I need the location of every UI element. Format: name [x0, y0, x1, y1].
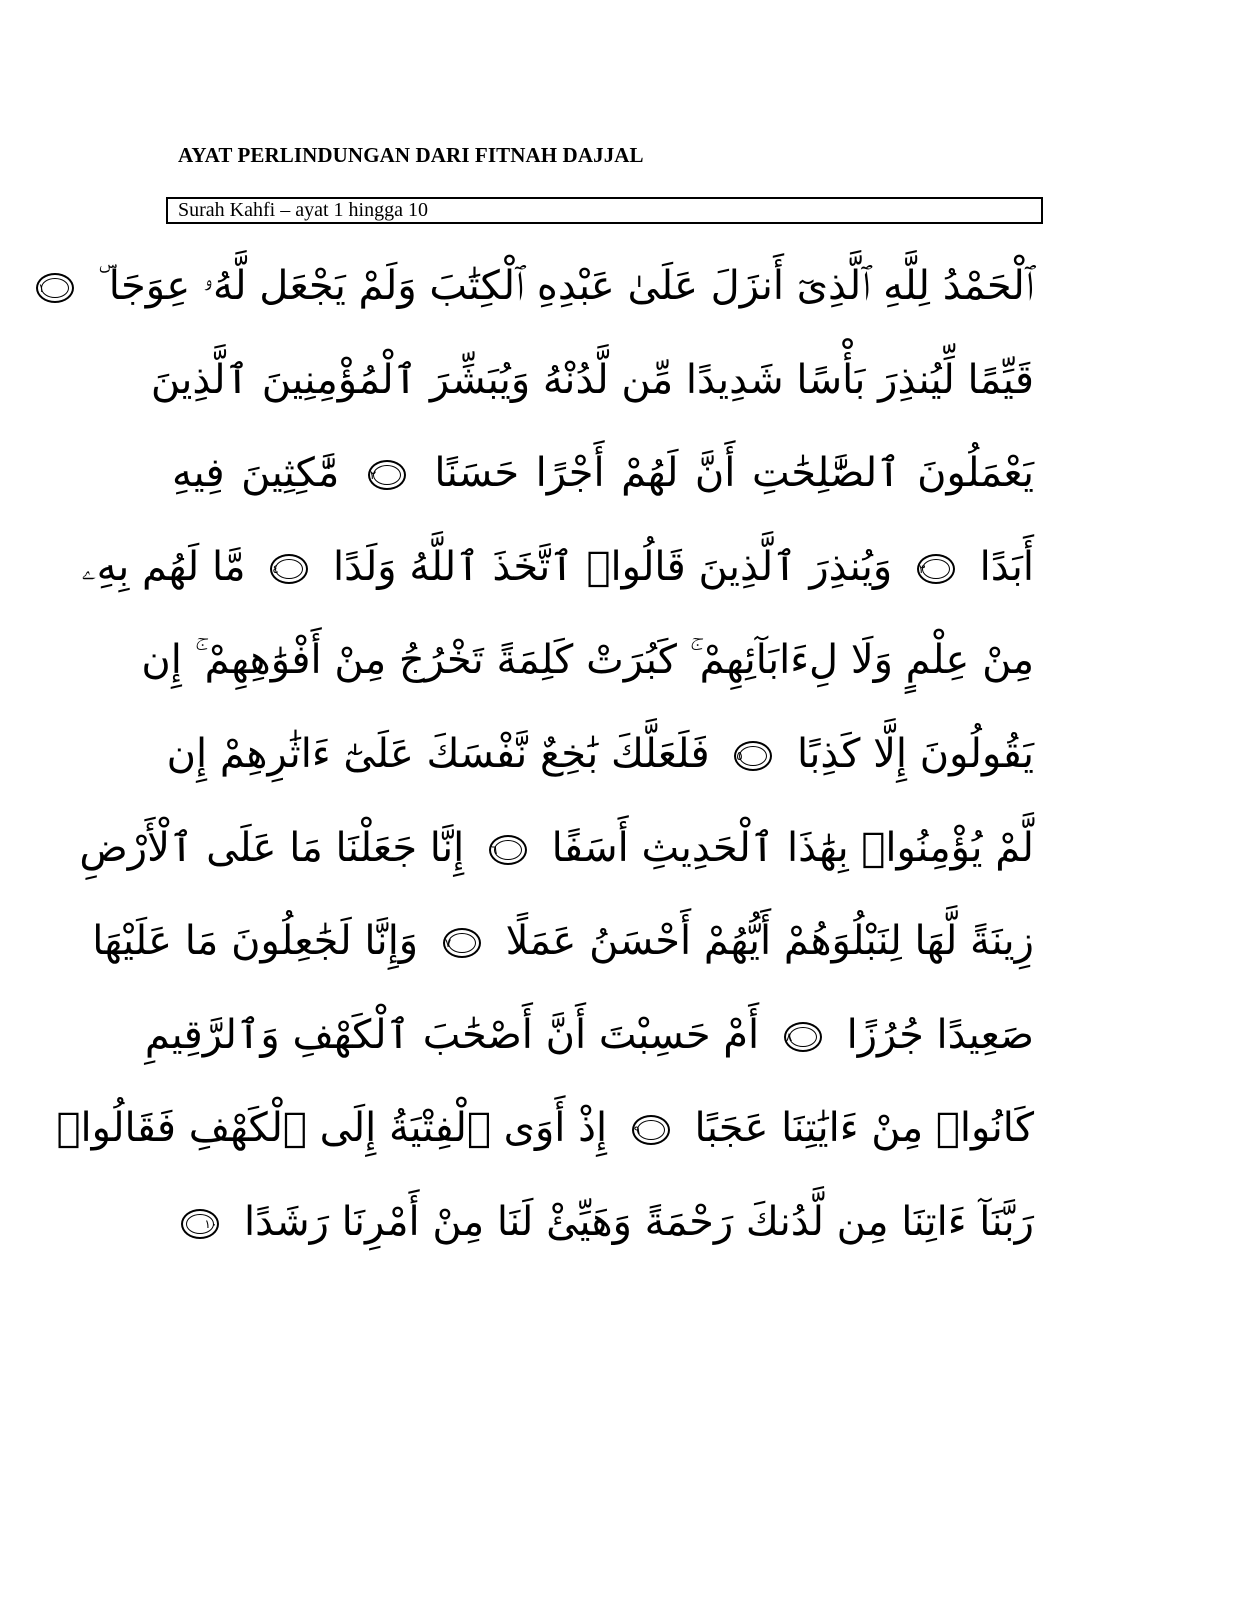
ayah-number-marker: ٣ — [917, 554, 955, 584]
verse-text: زِينَةً لَّهَا لِنَبْلُوَهُمْ أَيُّهُمْ أَحْسَنُ عَمَلًا — [505, 918, 1034, 965]
verse-line — [92, 895, 1034, 989]
verse-text: مَّٰكِثِينَ فِيهِ — [172, 450, 340, 497]
verse-line — [141, 614, 1034, 708]
verse-line — [172, 427, 1034, 521]
verse-text: إِنَّا جَعَلْنَا مَا عَلَى ٱلْأَرْضِ — [79, 824, 465, 871]
verse-text: وَإِنَّا لَجَٰعِلُونَ مَا عَلَيْهَا — [92, 918, 419, 965]
ayah-number-marker: ٧ — [443, 928, 481, 958]
verse-line — [144, 989, 1034, 1083]
verse-line — [81, 521, 1034, 615]
verse-text: ٱلْحَمْدُ لِلَّهِ ٱلَّذِىٓ أَنزَلَ عَلَىٰ عَبْدِهِ ٱلْكِتَٰبَ وَلَمْ يَجْعَل لَّهُۥ عِوَجَا ۜ — [98, 263, 1034, 309]
verse-text: رَبَّنَآ ءَاتِنَا مِن لَّدُنكَ رَحْمَةً وَهَيِّئْ لَنَا مِنْ أَمْرِنَا رَشَدًا — [244, 1198, 1034, 1245]
verse-line — [172, 1176, 1034, 1270]
verse-text: إِذْ أَوَى ٱلْفِتْيَةُ إِلَى ٱلْكَهْفِ فَقَالُوا۟ — [56, 1105, 608, 1152]
verse-text: قَيِّمًا لِّيُنذِرَ بَأْسًا شَدِيدًا مِّن لَّدُنْهُ وَيُبَشِّرَ ٱلْمُؤْمِنِينَ ٱلَّذِينَ — [150, 356, 1034, 403]
ayah-number-marker: ١ — [36, 273, 74, 303]
subtitle-box — [166, 197, 1043, 224]
subtitle-text: Surah Kahfi – ayat 1 hingga 10 — [178, 199, 428, 221]
verse-text: أَبَدًا — [979, 543, 1034, 590]
ayah-number-marker: ١٠ — [181, 1209, 219, 1239]
verse-text: يَعْمَلُونَ ٱلصَّٰلِحَٰتِ أَنَّ لَهُمْ أَجْرًا حَسَنًا — [434, 450, 1034, 497]
verse-text: صَعِيدًا جُرُزًا — [846, 1011, 1034, 1058]
verse-text: أَمْ حَسِبْتَ أَنَّ أَصْحَٰبَ ٱلْكَهْفِ وَٱلرَّقِيمِ — [144, 1011, 760, 1058]
verse-line — [79, 802, 1034, 896]
ayah-number-marker: ٤ — [270, 554, 308, 584]
ayah-number-marker: ٦ — [489, 835, 527, 865]
ayah-number-marker: ٩ — [632, 1115, 670, 1145]
verse-text: مَّا لَهُم بِهِۦ — [81, 543, 246, 590]
verse-line — [166, 708, 1034, 802]
ayah-number-marker: ٢ — [368, 460, 406, 490]
ayah-number-marker: ٨ — [784, 1022, 822, 1052]
document-title: AYAT PERLINDUNGAN DARI FITNAH DAJJAL — [178, 143, 644, 167]
verse-line — [38, 240, 1034, 334]
verse-text: وَيُنذِرَ ٱلَّذِينَ قَالُوا۟ ٱتَّخَذَ ٱللَّهُ وَلَدًا — [333, 543, 893, 590]
verses-block — [38, 240, 1034, 1270]
verse-text: فَلَعَلَّكَ بَٰخِعٌ نَّفْسَكَ عَلَىٰٓ ءَاثَٰرِهِمْ إِن — [166, 730, 710, 777]
verse-text: لَّمْ يُؤْمِنُوا۟ بِهَٰذَا ٱلْحَدِيثِ أَسَفًا — [551, 824, 1034, 871]
verse-line — [56, 1082, 1034, 1176]
verse-text: يَقُولُونَ إِلَّا كَذِبًا — [797, 730, 1034, 777]
verse-line — [150, 334, 1034, 428]
verse-text: كَانُوا۟ مِنْ ءَايَٰتِنَا عَجَبًا — [694, 1105, 1034, 1152]
verse-text: مِنْ عِلْمٍ وَلَا لِءَابَآئِهِمْ ۚ كَبُرَتْ كَلِمَةً تَخْرُجُ مِنْ أَفْوَٰهِهِمْ ۚ إِن — [141, 637, 1034, 684]
ayah-number-marker: ٥ — [734, 741, 772, 771]
